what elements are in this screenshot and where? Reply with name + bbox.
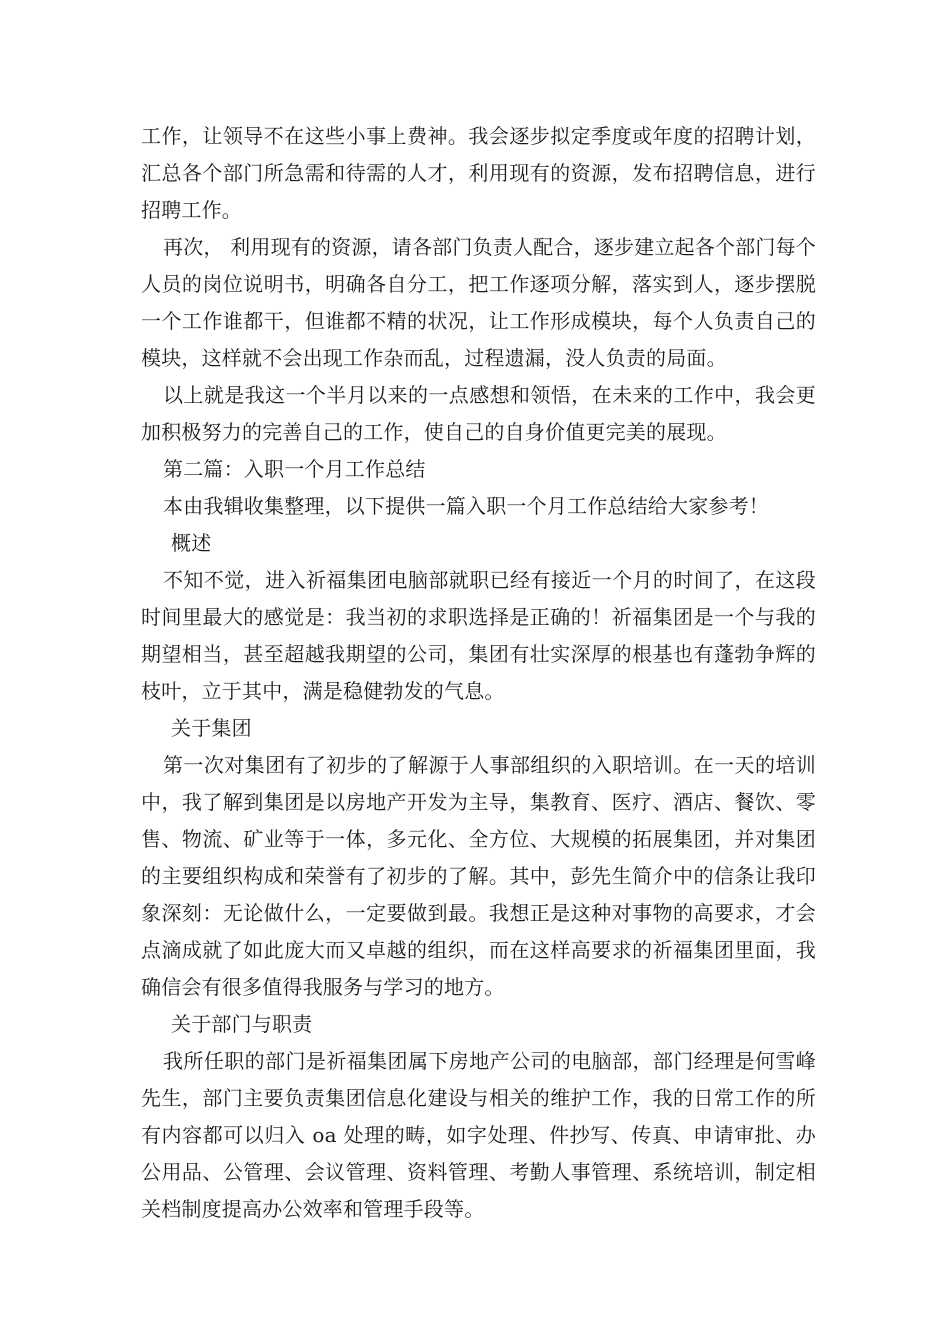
paragraph-conclusion: 以上就是我这一个半月以来的一点感想和领悟，在未来的工作中，我会更加积极努力的完善自己的工作，使自己的自身价值更完美的展现。	[141, 383, 816, 444]
subheading-overview: 概述	[171, 531, 212, 555]
paragraph-overview: 不知不觉，进入祈福集团电脑部就职已经有接近一个月的时间了，在这段时间里最大的感觉是：我当初的求职选择是正确的！祈福集团是一个与我的期望相当，甚至超越我期望的公司，集团有壮实深厚的根基也有蓬勃争辉的枝叶，立于其中，满是稳健勃发的气息。	[141, 568, 816, 703]
paragraph-intro: 本由我辑收集整理，以下提供一篇入职一个月工作总结给大家参考！	[163, 494, 769, 518]
subheading-department-duties: 关于部门与职责	[171, 1012, 313, 1036]
section-heading-part-two: 第二篇：入职一个月工作总结	[163, 457, 426, 481]
document-body	[141, 118, 816, 1228]
paragraph-about-group: 第一次对集团有了初步的了解源于人事部组织的入职培训。在一天的培训中，我了解到集团是以房地产开发为主导，集教育、医疗、酒店、餐饮、零售、物流、矿业等于一体，多元化、全方位、大规模的拓展集团，并对集团的主要组织构成和荣誉有了初步的了解。其中，彭先生简介中的信条让我印象深刻：无论做什么，一定要做到最。我想正是这种对事物的高要求，才会点滴成就了如此庞大而又卓越的组织，而在这样高要求的祈福集团里面，我确信会有很多值得我服务与学习的地方。	[141, 753, 816, 999]
paragraph-department-duties: 我所任职的部门是祈福集团属下房地产公司的电脑部，部门经理是何雪峰先生，部门主要负责集团信息化建设与相关的维护工作，我的日常工作的所有内容都可以归入 oa 处理的畴，如字处理、件抄写、传真、申请审批、办公用品、公管理、会议管理、资料管理、考勤人事管理、系统培训，制定相关档制度提高办公效率和管理手段等。	[141, 1049, 816, 1221]
paragraph-job-descriptions: 再次， 利用现有的资源，请各部门负责人配合，逐步建立起各个部门每个人员的岗位说明书，明确各自分工，把工作逐项分解，落实到人，逐步摆脱一个工作谁都干，但谁都不精的状况，让工作形成模块，每个人负责自己的模块，这样就不会出现工作杂而乱，过程遗漏，没人负责的局面。	[141, 235, 816, 370]
paragraph-recruitment-plan: 工作，让领导不在这些小事上费神。我会逐步拟定季度或年度的招聘计划，汇总各个部门所急需和待需的人才，利用现有的资源，发布招聘信息，进行招聘工作。	[141, 124, 816, 222]
subheading-about-group: 关于集团	[171, 716, 252, 740]
